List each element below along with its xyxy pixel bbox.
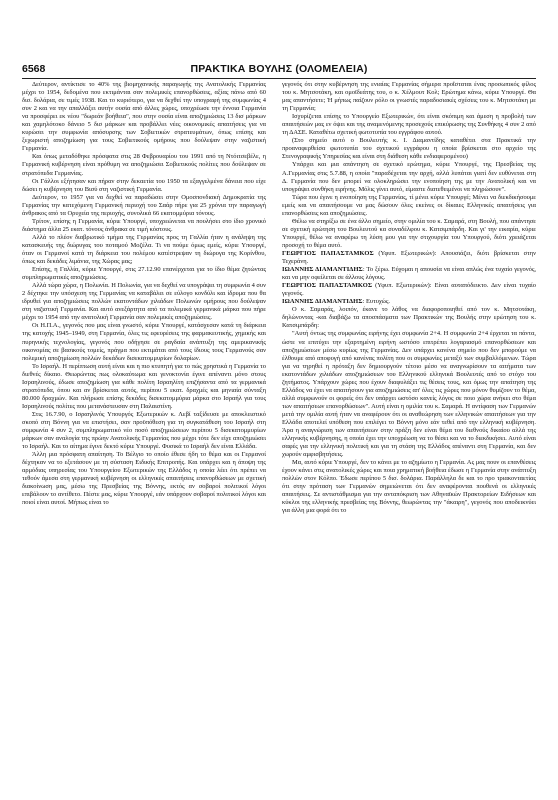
paragraph-text: Ισχυρίζεται επίσης το Υπουργείο Εξωτερικών, ότι είναι σκόπιμη και άμεση η προβολή των απαιτήσεών μας εν όψει και της αναμενόμενης προσεχούς επικύρωσης της Συνθήκης 4 συν 2 από τη ΔΑΣΕ. Καταθέτω σχετική φωτοτυπία του εγγράφου αυτού. bbox=[282, 113, 536, 137]
paragraph: Επίσης, η Γαλλία, κύριε Υπουργέ, στις 27.12.90 επανέρχεται για το ίδιο θέμα ζητώντας συμπληρωματικές αποζημιώσεις. bbox=[22, 266, 266, 282]
paragraph bbox=[282, 218, 536, 250]
paragraph bbox=[282, 81, 536, 113]
paragraph bbox=[282, 459, 536, 515]
page-title: ΠΡΑΚΤΙΚΑ ΒΟΥΛΗΣ (ΟΛΟΜΕΛΕΙΑ) bbox=[190, 63, 368, 75]
page-header bbox=[22, 62, 536, 76]
paragraph-text: Μα, αυτό κύριε Υπουργέ, δεν το κάνει με το αζημίωτο η Γερμανία. Ας μας πουν οι επανθέσεις έχουν κάνει στις ανατολικές χώρες και ποια χρηματική βοήθεια έδωσε η Γερμανία στην ανάπτυξη πολλών στον Κόλπο. Έδωσε περίπου 5 δισ. δολάρια. Παράλληλα δε και το προ τριακονταετίας ότι στην πρόταση των Γερμανών σημειώνεται ότι δεν αναφέρονται πουθενά οι ελληνικές απαιτήσεις. Σε αντιστάθμισμα για την ανταπόκριση των Αθηναϊκών Πρακτορείων Ειδήσεων και κύκλοι της ελληνικής πρεσβείας της Βόννης, θεωρώντας την "άκαιρη", γεγονός που αποδεικνύει για άλλη μια φορά ότι το bbox=[282, 459, 536, 515]
left-column bbox=[22, 81, 266, 781]
speaker-name: ΙΩΑΝΝΗΣ ΔΙΑΜΑΝΤΙΔΗΣ bbox=[282, 298, 363, 306]
paragraph: Άλλη μια πρόσφατη απαίτηση. Το Βέλγιο το οποίο έθεσε ήδη το θέμα και οι Γερμανοί δέχτηκαν να το εξετάσουν με τη σύσταση Ειδικής Επιτροπής. Και υπάρχει και η άποψη της αρμόδιας υπηρεσίας του Υπουργείου Εξωτερικών της Ελλάδος η οποία λέει ότι πρέπει να τεθούν άμεσα στη γερμανική κυβέρνηση οι ελληνικές απαιτήσεις επανορθώσεων με σχετική διακοίνωση μας, μέσω της Πρεσβείας της Βόννης, εκτός αν σοβαροί πολιτικοί λόγοι επιβάλουν το αντίθετο. Πέστε μας, κύριε Υπουργέ, εάν υπάρχουν σοβαροί πολιτικοί λόγοι και ποιοί είναι αυτοί. Μήπως είναι το bbox=[22, 451, 266, 507]
paragraph bbox=[282, 330, 536, 459]
paragraph: Οι Η.Π.Α., γεγονός που μας είναι γνωστό, κύριε Υπουργέ, κατάσχεσαν κατά τη διάρκεια της κατοχής 1945–1949, στη Γερμανία, όλες τις εφευρέσεις της φαρμακευτικής, χημικής και πυρηνικής τεχνολογίας, γεγονός που οδήγησε σε ραγδαία ανάπτυξη της αμερικανικής οικονομίας σε βασικούς τομείς, πράγμα που εκτιμάται από τους ίδιους τους Γερμανούς σαν πολεμική αποζημίωση πολλών δεκάδων δισεκατομμυρίων δολαρίων. bbox=[22, 322, 266, 362]
paragraph bbox=[282, 161, 536, 193]
paragraph: Στις 16.7.90, ο Ισραηλινός Υπουργός Εξωτερικών κ. Λεβί ταξίδευσε με αποκλειστικό σκοπό στη Βόννη για να επιστήσει, σαν προϋπόθεση για τη συγκατάθεση του Ισραήλ στη συμφωνία 4 συν 2, συμπληρωματικό νέο ποσό αποζημιώσεων περίπου 5 δισεκατομμυρίων μάρκων σαν αναλογία της πρώην Ανατολικής Γερμανίας που μέχρι τότε δεν είχε αποζημιώσει το Ισραήλ. Και το αίτημα έγινε δεκτό κύριε Υπουργέ. Φυσικά το Ισραήλ δεν είναι Ελλάδα. bbox=[22, 410, 266, 451]
page-number: 6568 bbox=[22, 63, 46, 75]
paragraph bbox=[282, 282, 536, 298]
speaker-name: ΓΕΩΡΓΙΟΣ ΠΑΠΑΣΤΑΜΚΟΣ bbox=[282, 282, 373, 290]
paragraph-text: : Το ξέρω. Εύχομαι η απουσία να είναι απλώς ένα τυχαίο γεγονός, και να μην οφείλεται σε άλλους λόγους. bbox=[282, 266, 536, 282]
paragraph: Και όπως μεταδόθηκε πρόσφατα στις 28 Φεβρουαρίου του 1991 από τη Ντόιτσεβέλε, η Γερμανική κυβέρνηση είναι πρόθυμη να αποζημιώσει Σοβιετικούς πολίτες που δούλεψαν σε στρατόπεδα Γερμανίας. bbox=[22, 153, 266, 177]
paragraph-text: : Ευτυχώς. bbox=[362, 298, 390, 306]
paragraph bbox=[282, 298, 536, 306]
paragraph: Δεύτερον, αντίκτισε το 40% της βιομηχανικής παραγωγής της Ανατολικής Γερμανίας μέχρι το 1954, δεδομένα που εκτιμάνται σαν πολεμικές επανορθώσεις, αξίας πάνω από 60 δισ. δολάρια, σε τιμές 1938. Και το κυριότερο, για να δεχθεί την υπογραφή της συμφωνίας 4 συν 2 και να την απαλλάξει αυτήν ουσία από άλλες χώρες, υποχρέωσε την έννοια Γερμανία να προσφέρει εκ νέου "δωρεάν βοήθεια", που στην ουσία είναι αποζημιώσεις 13 δισ μάρκων και χαμηλότοκο δάνειο 5 δισ μάρκων και προβάλλει νέες οικονομικές απαιτήσεις για να κυρώσει την συμφωνία απόσυρσης των Σοβιετικών στρατευμάτων, όπως επίσης και ξεχωριστή αποζημίωση για τους Σοβιετικούς ομήρους που δούλεψαν στην ναζιστική Γερμανία. bbox=[22, 81, 266, 153]
paragraph-text: (Υφυπ. Εξωτερικών): Είναι αυταπόδεικτο. Δεν είναι τυχαίο γεγονός. bbox=[282, 282, 536, 298]
paragraph-text: Υπάρχει και μια απάντηση σε σχετικό ερώτημα, κύριε Υπουργέ, της Πρεσβείας της Α.Γερμανίας στις 5.7.88, η οποία "παραδέχεται την αρχή, αλλά λυπάται γιατί δεν ευθύνεται στη Δ. Γερμανία που δεν μπορεί να ολοκληρώσει την ενοποίηση της με την Ανατολική και να υπογράψει συνθήκη ειρήνης. Μόλις γίνει αυτό, είμαστε διατεθειμένοι να πληρώσουν". bbox=[282, 161, 536, 193]
paragraph: Αλλά το πλέον διαβρωτικό τμήμα της Γερμανίας προς τη Γαλλία ήταν η ανάληψη της κατασκευής της διώρυγας του ποταμού Μοζέλα. Τι να πούμε όμως εμείς, κύριε Υπουργέ, όταν οι Γερμανοί κατά τη διάρκεια του πολέμου κατέστρεψαν τη διώρυγα της Κορίνθου, όπως και δεκάδες λιμάνια, της Χώρας μας; bbox=[22, 233, 266, 266]
paragraph: Αλλά τώρα χώρα, η Πολωνία. Η Πολωνία, για να δεχθεί να υπογράψει τη συμφωνία 4 συν 2 δέχτηκε την υπόσχεση της Γερμανίας να καταβάλει σε εύλογο κονδύλι και ίδρυμα που θα ιδρυθεί για αποζημιώσεις πολλών εκατοντάδων χιλιάδων Πολωνών ομήρους που δούλεψαν στη ναζιστική Γερμανία. Και αυτό ανεξάρτητα από τα πολεμικά γερμανικά μάρκα που πήρε μέχρι το 1954 από την ανατολική Γερμανία σαν πολεμικές αποζημιώσεις. bbox=[22, 282, 266, 322]
speaker-name: ΓΕΩΡΓΙΟΣ ΠΑΠΑΣΤΑΜΚΟΣ bbox=[282, 249, 374, 257]
paragraph bbox=[282, 250, 536, 266]
paragraph: Δεύτερον, το 1957 για να δεχθεί να παραδώσει στην Ομοσπονδιακή Δημοκρατία της Γερμανίας την κατεχόμενη Γερμανική περιοχή του Σαάρ πήρε για 25 χρόνια την παραγωγή άνθρακος από τα Ορυχεία της περιοχής, συνολικά 66 εκατομμύρια τόνους. bbox=[22, 193, 266, 217]
paragraph bbox=[282, 113, 536, 137]
right-column bbox=[282, 81, 536, 781]
paragraph-text: (Υφυπ. Εξωτερικών): Απουσιάζει, διότι βρίσκεται στην Τεχεράνη. bbox=[282, 249, 536, 266]
paragraph-text: γεγονός ότι στην κυβέρνηση της ενιαίας Γερμανίας σήμερα προΐσταται ένας προσωπικός φίλος του κ. Μητσοτάκη, και ομοϊδεάτης του, ο κ. Χέλμουτ Κολ; Ερώτημα κάνω, κύριε Υπουργέ. Θα μας απαντήσετε; Ή μήπως παίζουν ρόλο οι γνωστές παραδοσιακές σχέσεις του κ. Μητσοτάκη με τη Γερμανία; bbox=[282, 81, 536, 113]
paragraph-text: "Αυτή όντως της συμφωνίας ειρήνης έχει συμφωνία 2+4. Η συμφωνία 2+4 έρχεται τα πάντα, ώστε να επιτύχει την εξαρτημένη ειρήνη ωστόσο επιτρέπει λογαριασμό επανορθώσεων και αποζημιώσεων μέσω κυρίως της Γερμανίας. Δεν υπάρχει κανένα σημείο που δεν μπορούμε να έλθουμε από αποφυγή από κανένας πολίτη που οι συμφωνίες μεταξύ των συμβαλλόμενων. Τώρα για να τηρηθεί η πρόταξη δεν δημιουργούν τέτοιο μέσο να αναγνωρίσουν τα αιτήματα των εκατοντάδων χιλιάδων αποζημιώσεων του Ελληνικού ελληνικά Βουλευτές από το στόχο του ζητήματος. Υπάρχουν χώρες που έχουν διαφυλάξει τις θέσεις τους, και όμως την απαίτηση της Ελλάδος να έχει να απαιτήσουν για αποζημιώσεις απ' όλες τις χώρες που μόνον θυμίζουν το θέμα, αλλά συμφωνούν οι φορείς ότι δεν υπάρχει ωστόσο κανείς λόγος σε ποιο χώρα ανήκει στο θέμα των απαιτήσεων επανορθώσεων". Αυτή είναι η ομιλία του κ. Σαμαρά. Η αντίφαση των Γερμανών μετά την ομιλία αυτή ήταν να αναφέρουν ότι οι αναθεώρηση των ελληνικών απαιτήσεων για την Ελλάδα αποτελεί υπόθεση που επιλέγει το Βόννη μόνο εάν τεθεί από την ελληνική κυβέρνηση. Άρα η αναγνώριση των απαιτήσεων στην πράξη δεν είναι θέμα του διεθνούς δικαίου αλλά της ελληνικής κυβέρνησης, η οποία έχει την υποχρέωση να το θέσει και να το διεκδικήσει. Αυτό είναι σαφές για την ελληνική πολιτική και για τη στάση της Ελλάδος απέναντι στη Γερμανία, και δεν χωρούν αμφισβητήσεις. bbox=[282, 330, 536, 459]
paragraph bbox=[282, 137, 536, 161]
paragraph bbox=[282, 266, 536, 282]
paragraph-text: Ο κ. Σαμαράς, λοιπόν, έκανε το λάθος να διαφοροποιηθεί από τον κ. Μητσοτάκη, δηλώνοντας -και διαβάζω τα αποσπάσματα των Πρακτικών της Βουλής στην ερώτηση του κ. Κατσιμπάρδη: bbox=[282, 306, 536, 330]
paragraph: Οι Γάλλοι εξήτησαν και πήραν στην δεκαετία του 1950 τα εξαγγελμένα δάνεια που είχε δώσει η κυβέρνηση του Βισύ στη ναζιστική Γερμανία. bbox=[22, 177, 266, 193]
speaker-name: ΙΩΑΝΝΗΣ ΔΙΑΜΑΝΤΙΔΗΣ bbox=[282, 266, 363, 274]
paragraph: Το Ισραήλ. Η περίπτωση αυτή είναι και η πιο κτυπητή για το πώς χρηστικά η Γερμανία το διεθνές δίκαιο. Θεωρώντας πως ολοκαύτωμα και γενοκτονία έγινε απέναντι μόνο στους Ισραηλινούς, έδωσε αποζημίωση για κάθε πολίτη Ισραηλίτη επιζήσαντα από τα γερμανικά στρατόπεδα, όπου και αν βρίσκεται αυτός, περίπου 5 εκατ. δραχμές και μηνιαία σύνταξη 80.000 δραχμών. Και πλήρωσε επίσης δεκάδες δισεκατομμύρια μάρκα στο Ισραήλ για τους Ισραηλινούς πολίτες που μετανάστευσαν στη Παλαιστίνη. bbox=[22, 362, 266, 410]
paragraph-text: Τώρα που έγινε η ενοποίηση της Γερμανίας, τί μένει κύριε Υπουργέ; Μένει να διεκδικήσουμε εμείς και να απαιτήσουμε να μας δώσουν όλες εκείνες οι δίκαιες Ελληνικές απαιτήσεις για επανορθώσεις και αποζημιώσεις. bbox=[282, 193, 536, 217]
paragraph-text: Θέλω να στηρίξω σε ένα άλλο σημείο, στην ομιλία του κ. Σαμαρά, στη Βουλή, που απάντησε σε σχετική ερώτηση του Βουλευτού κα συναδέλφου κ. Κατσιμπάρδη. Και γι' την εικαρία, κύριε Υπουργέ, θέλω να αναφέρω τη λύση μου για την στιχουργία του Υπουργού, διότι χρειάζεται προσοχή το θέμα αυτό. bbox=[282, 217, 536, 249]
paragraph bbox=[282, 194, 536, 218]
paragraph-text: (Στο σημείο αυτό ο Βουλευτής κ. Ι. Διαμαντίδης καταθέτει στα Πρακτικά την προαναφερθείσα φωτοτυπία του σχετικού εγγράφου η οποία βρίσκεται στο αρχείο της Στενογραφικής Υπηρεσίας και είναι στη διάθεση κάθε ενδιαφερομένου) bbox=[282, 137, 536, 161]
header-rule bbox=[22, 78, 536, 79]
paragraph bbox=[282, 306, 536, 330]
paragraph: Τρίτον, επίσης η Γερμανία, κύριε Υπουργέ, υποχρεώνεται να πουλήσει στο ίδιο χρονικό διάστημα άλλα 25 εκατ. τόνους άνθρακα σε τιμή κόστους. bbox=[22, 217, 266, 233]
